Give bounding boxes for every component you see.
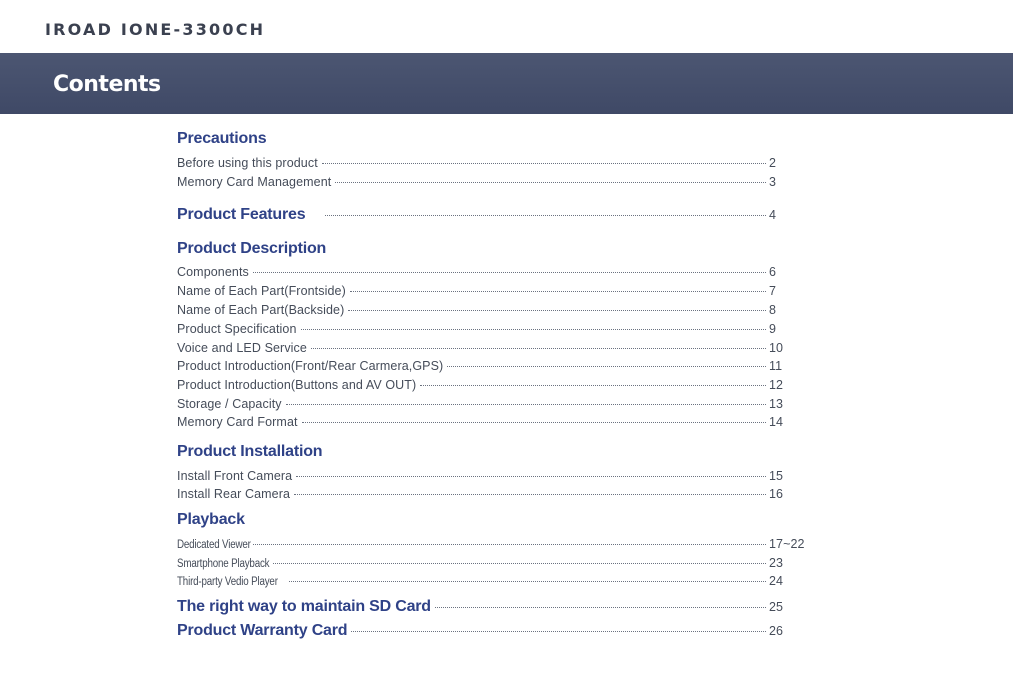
brand-title: IROAD IONE-3300CH: [45, 20, 266, 39]
section-heading-description: Product Description: [177, 240, 327, 257]
toc-page-number: 4: [769, 208, 776, 222]
toc-entry-label: Memory Card Management: [177, 175, 332, 189]
dot-leader: [435, 607, 766, 608]
toc-entry-components[interactable]: [177, 265, 809, 279]
toc-entry-warranty[interactable]: [177, 622, 809, 640]
toc-page-number: 23: [769, 556, 784, 570]
dot-leader: [335, 182, 766, 183]
toc-page-number: 12: [769, 378, 784, 392]
toc-page-number: 25: [769, 600, 783, 614]
dot-leader: [348, 310, 766, 311]
toc-page-number: 14: [769, 415, 784, 429]
dot-leader: [253, 272, 766, 273]
dot-leader: [350, 291, 766, 292]
toc-entry-label: Before using this product: [177, 156, 318, 170]
toc-page-number: 7: [769, 284, 777, 298]
dot-leader: [420, 385, 766, 386]
toc-entry-label: Install Front Camera: [177, 469, 293, 483]
toc-entry-card-format[interactable]: [177, 415, 809, 429]
toc-page-number: 15: [769, 469, 784, 483]
toc-page-number: 26: [769, 624, 783, 638]
dot-leader: [447, 366, 766, 367]
toc-page-number: 13: [769, 397, 784, 411]
toc-page-number: 10: [769, 341, 784, 355]
dot-leader: [296, 476, 766, 477]
toc-entry-label: Smartphone Playback: [177, 558, 270, 570]
dot-leader: [325, 215, 766, 216]
toc-page-number: 9: [769, 322, 777, 336]
toc-entry-label: Product Specification: [177, 322, 297, 336]
toc-page-number: 11: [769, 359, 783, 373]
dot-leader: [301, 329, 766, 330]
toc-entry-specification[interactable]: [177, 322, 809, 336]
page-title: Contents: [53, 72, 161, 97]
toc-entry-smartphone-playback[interactable]: [177, 556, 809, 570]
toc-page-number: 16: [769, 487, 784, 501]
section-heading-installation: Product Installation: [177, 443, 323, 460]
toc-entry-before-using[interactable]: [177, 156, 809, 170]
dot-leader: [322, 163, 766, 164]
dot-leader: [273, 563, 766, 564]
dot-leader: [351, 631, 766, 632]
section-heading-sd-card: The right way to maintain SD Card: [177, 598, 431, 615]
dot-leader: [289, 581, 766, 582]
toc-entry-storage[interactable]: [177, 397, 809, 411]
toc-entry-voice-led[interactable]: [177, 341, 809, 355]
toc-entry-memory-card-management[interactable]: [177, 175, 809, 189]
toc-page-number: 2: [769, 156, 777, 170]
toc-entry-rear-camera[interactable]: [177, 487, 809, 501]
toc-entry-intro-buttons[interactable]: [177, 378, 809, 392]
toc-entry-label: Storage / Capacity: [177, 397, 282, 411]
section-heading-warranty: Product Warranty Card: [177, 622, 348, 639]
toc-entry-product-features[interactable]: [177, 206, 809, 224]
toc-entry-label: Voice and LED Service: [177, 341, 307, 355]
toc-page-number: 17~22: [769, 537, 805, 551]
toc-entry-label: Name of Each Part(Backside): [177, 303, 345, 317]
toc-entry-frontside[interactable]: [177, 284, 809, 298]
toc-page-number: 3: [769, 175, 777, 189]
toc-entry-label: Product Introduction(Front/Rear Carmera,GPS): [177, 359, 444, 373]
toc-entry-intro-camera[interactable]: [177, 359, 809, 373]
dot-leader: [302, 422, 766, 423]
dot-leader: [286, 404, 766, 405]
toc-entry-label: Components: [177, 265, 249, 279]
section-heading-playback: Playback: [177, 511, 245, 528]
dot-leader: [311, 348, 766, 349]
toc-page-number: 6: [769, 265, 777, 279]
dot-leader: [294, 494, 766, 495]
toc-entry-label: Memory Card Format: [177, 415, 298, 429]
toc-entry-front-camera[interactable]: [177, 469, 809, 483]
toc-entry-third-party-player[interactable]: [177, 574, 809, 588]
toc-entry-backside[interactable]: [177, 303, 809, 317]
section-heading-precautions: Precautions: [177, 130, 267, 147]
section-heading-features: Product Features: [177, 206, 306, 223]
toc-page-number: 24: [769, 574, 784, 588]
toc-entry-label: Dedicated Viewer: [177, 539, 251, 551]
toc-entry-label: Product Introduction(Buttons and AV OUT): [177, 378, 417, 392]
toc-entry-label: Third-party Vedio Player: [177, 576, 278, 588]
toc-entry-label: Name of Each Part(Frontside): [177, 284, 346, 298]
toc-entry-label: Install Rear Camera: [177, 487, 291, 501]
toc-page-number: 8: [769, 303, 777, 317]
dot-leader: [253, 544, 766, 545]
toc-entry-dedicated-viewer[interactable]: [177, 537, 809, 551]
toc-entry-sd-card[interactable]: [177, 598, 809, 616]
